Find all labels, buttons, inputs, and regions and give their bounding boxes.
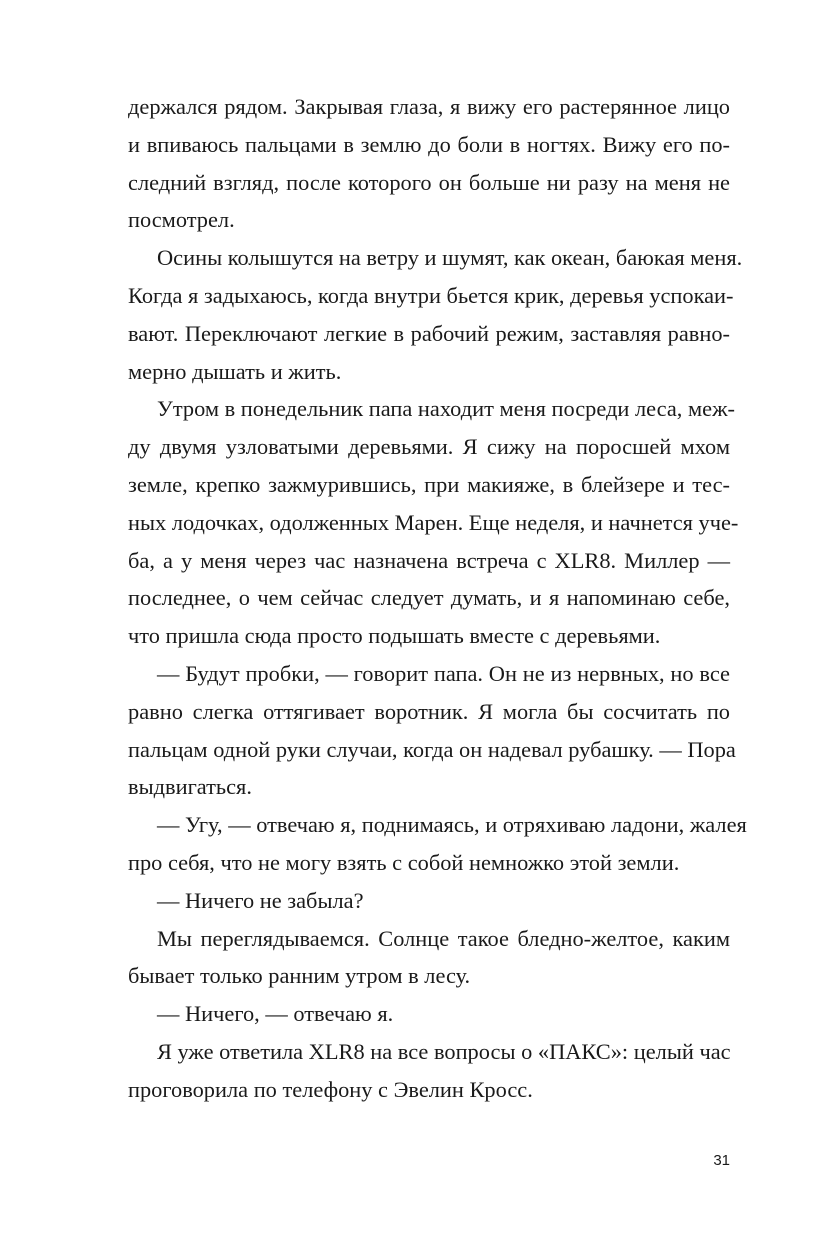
text-line: проговорила по телефону с Эвелин Кросс. (128, 1076, 533, 1102)
text-line: Осины колышутся на ветру и шумят, как океан, баюкая меня. (157, 245, 743, 271)
text-line: про себя, что не могу взять с собой немножко этой земли. (128, 849, 680, 875)
text-line: выдвигаться. (128, 774, 252, 800)
page-number: 31 (713, 1152, 730, 1169)
paragraph (128, 920, 730, 996)
text-line: Я уже ответила XLR8 на все вопросы о «ПАКС»: целый час (157, 1038, 731, 1064)
paragraph (128, 390, 739, 655)
body-text (128, 88, 747, 1109)
text-line: держался рядом. Закрывая глаза, я вижу его растерянное лицо (128, 94, 730, 119)
paragraph (128, 655, 736, 806)
text-line: равно слегка оттягивает воротник. Я могла бы сосчитать по (128, 698, 730, 724)
text-line: мерно дышать и жить. (128, 358, 342, 384)
text-line: ба, а у меня через час назначена встреча с XLR8. Миллер — (128, 547, 730, 573)
text-line: — Ничего не забыла? (157, 887, 364, 913)
text-line: последнее, о чем сейчас следует думать, и я напоминаю себе, (128, 585, 730, 611)
text-line: Когда я задыхаюсь, когда внутри бьется крик, деревья успокаи- (128, 282, 734, 308)
text-line: — Угу, — отвечаю я, поднимаясь, и отряхиваю ладони, жалея (157, 812, 747, 838)
paragraph (128, 995, 730, 1033)
text-line: что пришла сюда просто подышать вместе с деревьями. (128, 623, 661, 649)
paragraph (128, 1033, 730, 1109)
text-line: — Будут пробки, — говорит папа. Он не из нервных, но все (157, 660, 730, 686)
paragraph (128, 806, 747, 882)
text-line: ных лодочках, одолженных Марен. Еще неделя, и начнется уче- (128, 509, 739, 535)
text-line: — Ничего, — отвечаю я. (157, 1001, 394, 1027)
text-line: следний взгляд, после которого он больше ни разу на меня не (128, 169, 730, 195)
text-line: и впиваюсь пальцами в землю до боли в ногтях. Вижу его по- (128, 131, 730, 157)
text-line: пальцам одной руки случаи, когда он надевал рубашку. — Пора (128, 736, 736, 762)
text-line: бывает только ранним утром в лесу. (128, 963, 471, 989)
text-line: земле, крепко зажмурившись, при макияже, в блейзере и тес- (128, 471, 730, 497)
text-line: Утром в понедельник папа находит меня посреди леса, меж- (157, 396, 736, 422)
text-line: Мы переглядываемся. Солнце такое бледно-желтое, каким (157, 925, 730, 951)
paragraph (128, 882, 730, 920)
text-line: посмотрел. (128, 207, 235, 233)
text-line: ду двумя узловатыми деревьями. Я сижу на поросшей мхом (128, 434, 730, 460)
paragraph (128, 239, 743, 390)
paragraph (128, 88, 730, 239)
text-line: вают. Переключают легкие в рабочий режим, заставляя равно- (128, 320, 730, 346)
